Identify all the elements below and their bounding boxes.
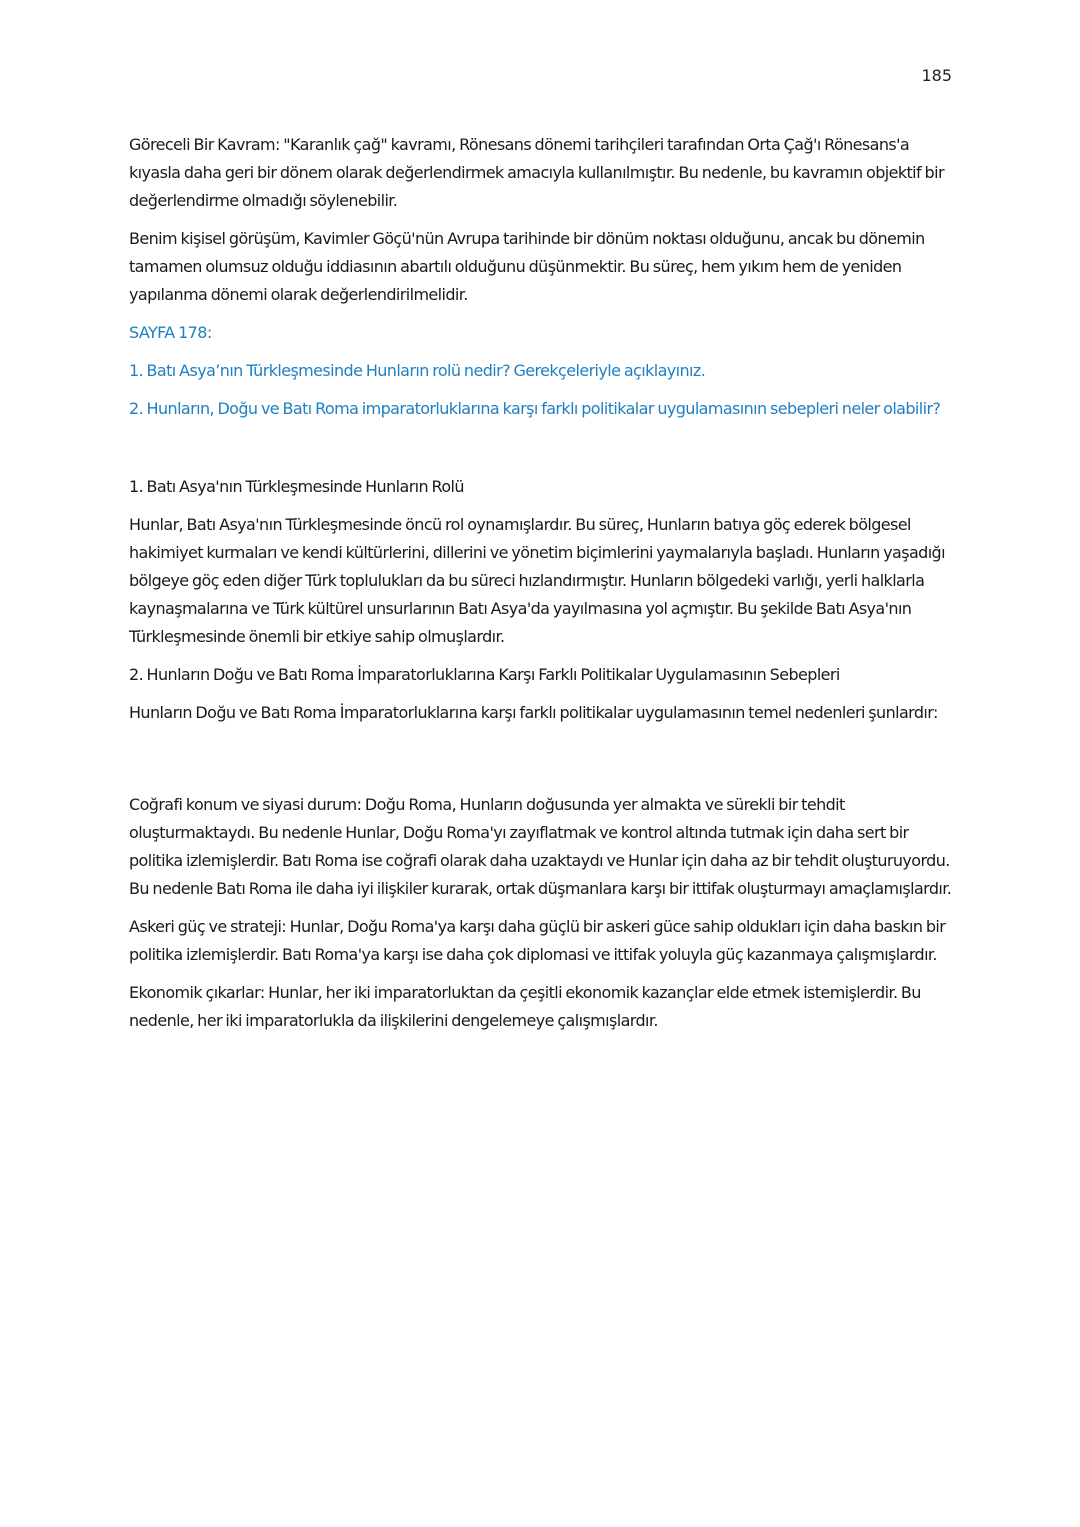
reason-geography: Coğrafi konum ve siyasi durum: Doğu Roma, Hunların doğusunda yer almakta ve sürekli bir tehdit oluşturmaktaydı. Bu nedenle Hunlar, Doğu Roma'yı zayıflatmak ve kontrol altında tutmak için daha sert bir politika izlemişlerdir. Batı Roma ise coğrafi olarak daha uzaktaydı ve Hunlar için daha az bir tehdit oluşturuyordu. Bu nedenle Batı Roma ile daha iyi ilişkiler kurarak, ortak düşmanlara karşı bir ittifak oluşturmayı amaçlamışlardır. [129,795,952,898]
answer-1-heading: 1. Batı Asya'nın Türkleşmesinde Hunların Rolü [129,477,464,496]
document-body [129,131,959,1045]
question-1: 1. Batı Asya’nın Türkleşmesinde Hunların rolü nedir? Gerekçeleriyle açıklayınız. [129,361,706,380]
answer-1-body: Hunlar, Batı Asya'nın Türkleşmesinde öncü rol oynamışlardır. Bu süreç, Hunların batıya göç ederek bölgesel hakimiyet kurmaları ve kendi kültürlerini, dillerini ve yönetim biçimlerini yaymalarıyla başladı. Hunların yaşadığı bölgeye göç eden diğer Türk toplulukları da bu süreci hızlandırmıştır. Hunların bölgedeki varlığı, yerli halklarla kaynaşmalarına ve Türk kültürel unsurlarının Batı Asya'da yayılmasına yol açmıştır. Bu şekilde Batı Asya'nın Türkleşmesinde önemli bir etkiye sahip olmuşlardır. [129,515,945,646]
page-number: 185 [921,66,952,85]
reason-military: Askeri güç ve strateji: Hunlar, Doğu Roma'ya karşı daha güçlü bir askeri güce sahip oldukları için daha baskın bir politika izlemişlerdir. Batı Roma'ya karşı ise daha çok diplomasi ve ittifak yoluyla güç kazanmaya çalışmışlardır. [129,917,946,964]
section-spacer [129,737,959,791]
section-spacer [129,433,959,473]
answer-2-intro: Hunların Doğu ve Batı Roma İmparatorluklarına karşı farklı politikalar uygulamasının temel nedenleri şunlardır: [129,703,938,722]
questions-page-label: SAYFA 178: [129,323,212,342]
intro-paragraph-relative-concept: Göreceli Bir Kavram: "Karanlık çağ" kavramı, Rönesans dönemi tarihçileri tarafından Orta Çağ'ı Rönesans'a kıyasla daha geri bir dönem olarak değerlendirmek amacıyla kullanılmıştır. Bu nedenle, bu kavramın objektif bir değerlendirme olmadığı söylenebilir. [129,135,944,210]
intro-paragraph-personal-view: Benim kişisel görüşüm, Kavimler Göçü'nün Avrupa tarihinde bir dönüm noktası olduğunu, ancak bu dönemin tamamen olumsuz olduğu iddiasının abartılı olduğunu düşünmektir. Bu süreç, hem yıkım hem de yeniden yapılanma dönemi olarak değerlendirilmelidir. [129,229,925,304]
reason-economic: Ekonomik çıkarlar: Hunlar, her iki imparatorluktan da çeşitli ekonomik kazançlar elde etmek istemişlerdir. Bu nedenle, her iki imparatorlukla da ilişkilerini dengelemeye çalışmışlardır. [129,983,921,1030]
question-2: 2. Hunların, Doğu ve Batı Roma imparatorluklarına karşı farklı politikalar uygulamasının sebepleri neler olabilir? [129,399,941,418]
answer-2-heading: 2. Hunların Doğu ve Batı Roma İmparatorluklarına Karşı Farklı Politikalar Uygulamasının Sebepleri [129,665,840,684]
